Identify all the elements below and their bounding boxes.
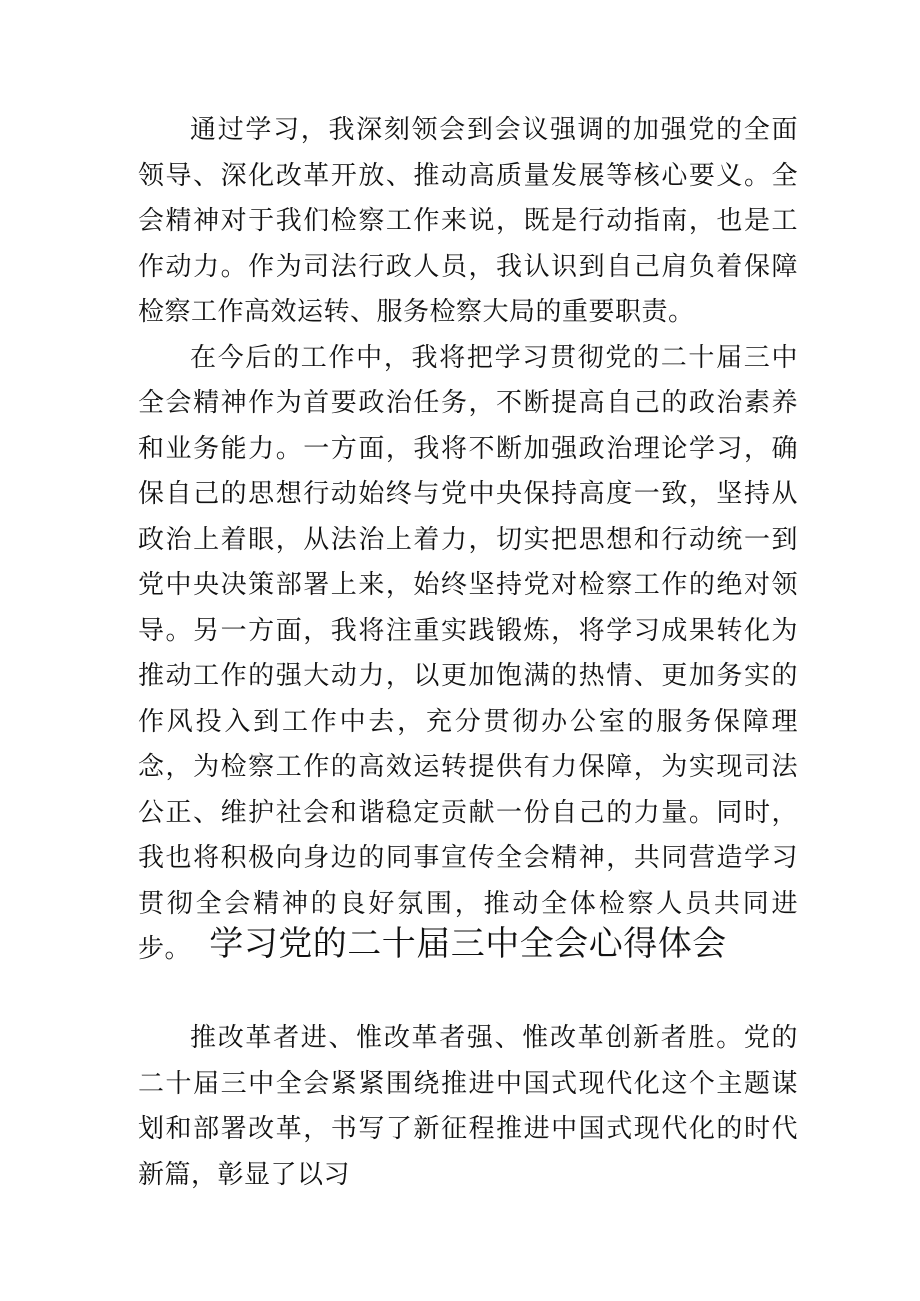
document-body-top <box>138 108 798 973</box>
body-paragraph: 通过学习，我深刻领会到会议强调的加强党的全面领导、深化改革开放、推动高质量发展等核心要义。全会精神对于我们检察工作来说，既是行动指南，也是工作动力。作为司法行政人员，我认识到自己肩负着保障检察工作高效运转、服务检察大局的重要职责。 <box>138 115 798 327</box>
body-paragraph: 推改革者进、惟改革者强、惟改革创新者胜。党的二十届三中全会紧紧围绕推进中国式现代化这个主题谋划和部署改革，书写了新征程推进中国式现代化的时代新篇，彰显了以习 <box>138 1023 798 1190</box>
section-title: 学习党的二十届三中全会心得体会 <box>209 924 727 964</box>
body-paragraph: 在今后的工作中，我将把学习贯彻党的二十届三中全会精神作为首要政治任务，不断提高自己的政治素养和业务能力。一方面，我将不断加强政治理论学习，确保自己的思想行动始终与党中央保持高度一致，坚持从政治上着眼，从法治上着力，切实把思想和行动统一到党中央决策部署上来，始终坚持党对检察工作的绝对领导。另一方面，我将注重实践锻炼，将学习成果转化为推动工作的强大动力，以更加饱满的热情、更加务实的作风投入到工作中去，充分贯彻办公室的服务保障理念，为检察工作的高效运转提供有力保障，为实现司法公正、维护社会和谐稳定贡献一份自己的力量。同时，我也将积极向身边的同事宣传全会精神，共同营造学习贯彻全会精神的良好氛围，推动全体检察人员共同进步。 <box>138 342 798 964</box>
document-body-bottom <box>138 1016 798 1198</box>
